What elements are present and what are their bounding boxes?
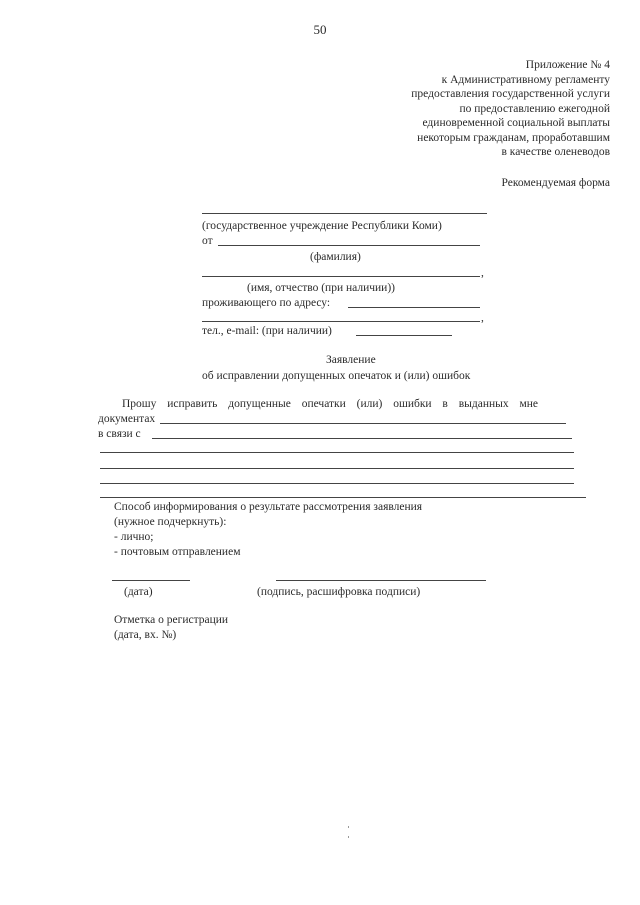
appendix-line: к Административному регламенту — [441, 73, 610, 86]
contact-line — [356, 335, 452, 336]
request-text: Прошу исправить допущенные опечатки (или) ошибки в выданных мне — [122, 398, 538, 410]
address-line-2 — [202, 321, 480, 322]
surname-line — [218, 245, 480, 246]
registration-label: Отметка о регистрации — [114, 614, 229, 626]
name-line — [202, 276, 480, 277]
appendix-line: по предоставлению ежегодной — [459, 102, 610, 115]
appendix-line: в качестве оленеводов — [501, 146, 610, 158]
scan-speck — [348, 826, 349, 828]
blank-line — [100, 468, 574, 469]
notification-title: Способ информирования о результате рассмотрения заявления — [114, 501, 423, 513]
reason-label: в связи с — [98, 428, 141, 440]
institution-line — [202, 213, 487, 214]
blank-line — [100, 452, 574, 453]
documents-line — [160, 423, 566, 424]
address-comma: , — [481, 312, 484, 324]
statement-subtitle: об исправлении допущенных опечаток и (или) ошибок — [202, 370, 471, 382]
name-caption: (имя, отчество (при наличии)) — [247, 282, 395, 294]
date-caption: (дата) — [124, 586, 153, 598]
appendix-line: некоторым гражданам, проработавшим — [417, 131, 610, 144]
reason-line — [152, 438, 572, 439]
appendix-line: Приложение № 4 — [525, 59, 610, 71]
scan-speck — [348, 836, 349, 838]
blank-line — [100, 497, 586, 498]
appendix-line: предоставления государственной услуги — [411, 88, 610, 100]
notification-option-in-person: - лично; — [114, 531, 154, 543]
surname-caption: (фамилия) — [310, 251, 361, 263]
registration-caption: (дата, вх. №) — [114, 629, 177, 641]
notification-hint: (нужное подчеркнуть): — [114, 516, 227, 528]
statement-title: Заявление — [326, 354, 376, 366]
institution-caption: (государственное учреждение Республики Коми) — [202, 220, 442, 232]
address-line-1 — [348, 307, 480, 308]
contact-label: тел., e-mail: (при наличии) — [202, 325, 332, 337]
signature-caption: (подпись, расшифровка подписи) — [257, 586, 421, 598]
appendix-header — [411, 58, 610, 160]
from-label: от — [202, 235, 213, 247]
signature-line — [276, 580, 486, 581]
notification-option-post: - почтовым отправлением — [114, 546, 241, 558]
address-label: проживающего по адресу: — [202, 297, 331, 309]
date-line — [112, 580, 190, 581]
appendix-line: единовременной социальной выплаты — [422, 117, 610, 129]
form-type-label: Рекомендуемая форма — [501, 177, 610, 189]
page-number: 50 — [313, 22, 327, 37]
blank-line — [100, 483, 574, 484]
documents-label: документах — [98, 413, 156, 425]
name-comma: , — [481, 267, 484, 279]
